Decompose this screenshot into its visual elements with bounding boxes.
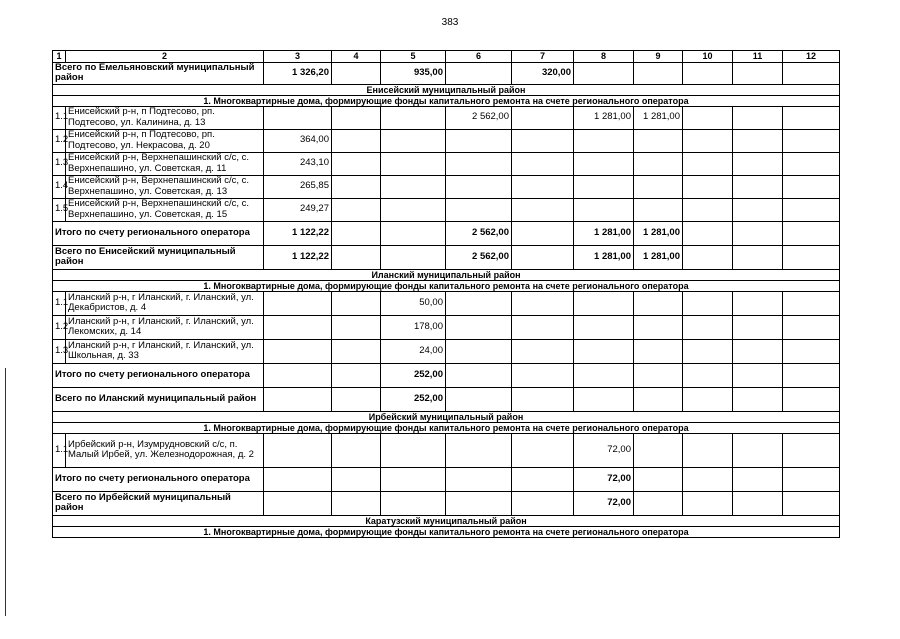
- value-cell: [634, 491, 683, 515]
- value-cell: 178,00: [381, 315, 446, 339]
- value-cell: [332, 315, 381, 339]
- value-cell: 50,00: [381, 291, 446, 315]
- value-cell: 1 281,00: [634, 106, 683, 129]
- value-cell: [381, 245, 446, 269]
- category-header-row: [53, 95, 840, 106]
- value-cell: [733, 175, 783, 198]
- value-cell: [332, 198, 381, 221]
- column-header: 8: [574, 51, 634, 63]
- value-cell: 1 281,00: [634, 221, 683, 245]
- row-number: 1.1: [53, 433, 66, 467]
- value-cell: [733, 433, 783, 467]
- district-name: Ирбейский муниципальный район: [53, 411, 840, 422]
- value-cell: [683, 387, 733, 411]
- value-cell: [512, 467, 574, 491]
- value-cell: [512, 433, 574, 467]
- total-label: Итого по счету регионального оператора: [53, 221, 264, 245]
- value-cell: [446, 387, 512, 411]
- value-cell: 2 562,00: [446, 245, 512, 269]
- address-cell: Енисейский р-н, п Подтесово, рп. Подтесово, ул. Калинина, д. 13: [66, 106, 264, 129]
- category-header-row: [53, 280, 840, 291]
- value-cell: [512, 245, 574, 269]
- value-cell: [381, 152, 446, 175]
- value-cell: [332, 245, 381, 269]
- total-row: [53, 467, 840, 491]
- value-cell: [574, 363, 634, 387]
- total-label: Всего по Емельяновский муниципальный район: [53, 62, 264, 84]
- category-title: 1. Многоквартирные дома, формирующие фонды капитального ремонта на счете регионального оператора: [53, 422, 840, 433]
- category-header-row: [53, 422, 840, 433]
- column-header: 3: [264, 51, 332, 63]
- value-cell: [264, 491, 332, 515]
- table-row: [53, 129, 840, 152]
- value-cell: [264, 339, 332, 363]
- value-cell: [683, 152, 733, 175]
- value-cell: [264, 433, 332, 467]
- value-cell: [733, 198, 783, 221]
- value-cell: [446, 62, 512, 84]
- category-title: 1. Многоквартирные дома, формирующие фонды капитального ремонта на счете регионального оператора: [53, 526, 840, 537]
- value-cell: [783, 491, 840, 515]
- value-cell: 24,00: [381, 339, 446, 363]
- page-number: 383: [441, 17, 459, 28]
- value-cell: [683, 221, 733, 245]
- value-cell: [574, 152, 634, 175]
- address-cell: Енисейский р-н, п Подтесово, рп. Подтесово, ул. Некрасова, д. 20: [66, 129, 264, 152]
- value-cell: [381, 129, 446, 152]
- column-header: 5: [381, 51, 446, 63]
- value-cell: [512, 491, 574, 515]
- value-cell: [783, 315, 840, 339]
- value-cell: [512, 198, 574, 221]
- value-cell: [446, 129, 512, 152]
- total-row: [53, 491, 840, 515]
- value-cell: [733, 467, 783, 491]
- value-cell: [683, 245, 733, 269]
- total-row: [53, 62, 840, 84]
- row-number: 1.3: [53, 152, 66, 175]
- value-cell: [512, 175, 574, 198]
- district-name: Каратузский муниципальный район: [53, 515, 840, 526]
- column-header: 9: [634, 51, 683, 63]
- value-cell: [733, 129, 783, 152]
- value-cell: 243,10: [264, 152, 332, 175]
- value-cell: [733, 245, 783, 269]
- margin-line: [5, 368, 6, 616]
- value-cell: [683, 62, 733, 84]
- value-cell: [634, 129, 683, 152]
- value-cell: [783, 129, 840, 152]
- address-cell: Иланский р-н, г Иланский, г. Иланский, ул. Декабристов, д. 4: [66, 291, 264, 315]
- value-cell: 364,00: [264, 129, 332, 152]
- value-cell: 265,85: [264, 175, 332, 198]
- table-row: [53, 198, 840, 221]
- value-cell: [332, 433, 381, 467]
- value-cell: [683, 106, 733, 129]
- value-cell: [264, 315, 332, 339]
- total-label: Всего по Енисейский муниципальный район: [53, 245, 264, 269]
- value-cell: [783, 339, 840, 363]
- total-row: [53, 245, 840, 269]
- value-cell: [446, 315, 512, 339]
- column-header: 11: [733, 51, 783, 63]
- value-cell: [634, 175, 683, 198]
- district-name: Енисейский муниципальный район: [53, 84, 840, 95]
- value-cell: [634, 363, 683, 387]
- value-cell: [512, 315, 574, 339]
- value-cell: 252,00: [381, 387, 446, 411]
- value-cell: [446, 152, 512, 175]
- total-label: Итого по счету регионального оператора: [53, 467, 264, 491]
- column-header: 1: [53, 51, 66, 63]
- value-cell: [446, 433, 512, 467]
- value-cell: [683, 339, 733, 363]
- value-cell: [634, 339, 683, 363]
- value-cell: 252,00: [381, 363, 446, 387]
- value-cell: [733, 152, 783, 175]
- value-cell: [332, 363, 381, 387]
- district-header-row: [53, 411, 840, 422]
- value-cell: [332, 221, 381, 245]
- total-row: [53, 387, 840, 411]
- value-cell: [512, 152, 574, 175]
- column-header-row: [53, 51, 840, 63]
- value-cell: 1 326,20: [264, 62, 332, 84]
- value-cell: [783, 363, 840, 387]
- address-cell: Енисейский р-н, Верхнепашинский с/с, с. Верхнепашино, ул. Советская, д. 13: [66, 175, 264, 198]
- column-header: 10: [683, 51, 733, 63]
- value-cell: [683, 467, 733, 491]
- value-cell: 1 281,00: [574, 245, 634, 269]
- row-number: 1.2: [53, 129, 66, 152]
- value-cell: [634, 152, 683, 175]
- district-header-row: [53, 269, 840, 280]
- column-header: 7: [512, 51, 574, 63]
- value-cell: [683, 129, 733, 152]
- table-row: [53, 106, 840, 129]
- value-cell: [783, 221, 840, 245]
- value-cell: 72,00: [574, 491, 634, 515]
- value-cell: [634, 291, 683, 315]
- row-number: 1.4: [53, 175, 66, 198]
- value-cell: 1 281,00: [574, 106, 634, 129]
- value-cell: [512, 291, 574, 315]
- row-number: 1.1: [53, 106, 66, 129]
- value-cell: [683, 433, 733, 467]
- value-cell: [332, 387, 381, 411]
- value-cell: [446, 491, 512, 515]
- address-cell: Енисейский р-н, Верхнепашинский с/с, с. Верхнепашино, ул. Советская, д. 11: [66, 152, 264, 175]
- value-cell: [733, 106, 783, 129]
- value-cell: [783, 175, 840, 198]
- value-cell: [264, 387, 332, 411]
- value-cell: [574, 62, 634, 84]
- value-cell: [264, 363, 332, 387]
- value-cell: [446, 175, 512, 198]
- value-cell: [683, 175, 733, 198]
- value-cell: [574, 387, 634, 411]
- value-cell: 320,00: [512, 62, 574, 84]
- value-cell: [683, 198, 733, 221]
- value-cell: [634, 315, 683, 339]
- row-number: 1.3: [53, 339, 66, 363]
- value-cell: 2 562,00: [446, 221, 512, 245]
- value-cell: [634, 62, 683, 84]
- row-number: 1.5: [53, 198, 66, 221]
- value-cell: [783, 62, 840, 84]
- value-cell: [332, 491, 381, 515]
- value-cell: [332, 175, 381, 198]
- value-cell: [733, 491, 783, 515]
- table-row: [53, 291, 840, 315]
- column-header: 12: [783, 51, 840, 63]
- value-cell: [264, 106, 332, 129]
- value-cell: 1 281,00: [634, 245, 683, 269]
- value-cell: [783, 198, 840, 221]
- district-name: Иланский муниципальный район: [53, 269, 840, 280]
- address-cell: Ирбейский р-н, Изумрудновский с/с, п. Малый Ирбей, ул. Железнодорожная, д. 2: [66, 433, 264, 467]
- address-cell: Енисейский р-н, Верхнепашинский с/с, с. Верхнепашино, ул. Советская, д. 15: [66, 198, 264, 221]
- category-title: 1. Многоквартирные дома, формирующие фонды капитального ремонта на счете регионального оператора: [53, 95, 840, 106]
- value-cell: [512, 221, 574, 245]
- value-cell: [512, 339, 574, 363]
- value-cell: [574, 291, 634, 315]
- total-row: [53, 221, 840, 245]
- value-cell: [574, 315, 634, 339]
- table-row: [53, 175, 840, 198]
- value-cell: [574, 175, 634, 198]
- address-cell: Иланский р-н, г Иланский, г. Иланский, ул. Лекомских, д. 14: [66, 315, 264, 339]
- value-cell: [381, 467, 446, 491]
- value-cell: [733, 339, 783, 363]
- district-header-row: [53, 515, 840, 526]
- value-cell: [381, 175, 446, 198]
- value-cell: [332, 152, 381, 175]
- value-cell: [733, 62, 783, 84]
- table-row: [53, 152, 840, 175]
- table-row: [53, 339, 840, 363]
- value-cell: [446, 467, 512, 491]
- value-cell: 2 562,00: [446, 106, 512, 129]
- value-cell: [634, 387, 683, 411]
- table-row: [53, 433, 840, 467]
- value-cell: 1 122,22: [264, 221, 332, 245]
- value-cell: [634, 467, 683, 491]
- value-cell: [512, 106, 574, 129]
- value-cell: [381, 491, 446, 515]
- value-cell: [381, 221, 446, 245]
- value-cell: [332, 62, 381, 84]
- value-cell: [264, 467, 332, 491]
- value-cell: [446, 363, 512, 387]
- value-cell: 72,00: [574, 433, 634, 467]
- value-cell: [783, 245, 840, 269]
- value-cell: [512, 387, 574, 411]
- value-cell: [332, 106, 381, 129]
- total-label: Итого по счету регионального оператора: [53, 363, 264, 387]
- value-cell: [733, 387, 783, 411]
- value-cell: [683, 291, 733, 315]
- total-label: Всего по Иланский муниципальный район: [53, 387, 264, 411]
- value-cell: [574, 198, 634, 221]
- report-table: [52, 50, 840, 538]
- value-cell: [512, 129, 574, 152]
- address-cell: Иланский р-н, г Иланский, г. Иланский, ул. Школьная, д. 33: [66, 339, 264, 363]
- value-cell: [574, 339, 634, 363]
- value-cell: [783, 291, 840, 315]
- table-row: [53, 315, 840, 339]
- value-cell: [733, 291, 783, 315]
- column-header: 2: [66, 51, 264, 63]
- value-cell: 72,00: [574, 467, 634, 491]
- value-cell: 1 281,00: [574, 221, 634, 245]
- value-cell: 935,00: [381, 62, 446, 84]
- value-cell: [733, 315, 783, 339]
- value-cell: [332, 467, 381, 491]
- value-cell: [733, 363, 783, 387]
- value-cell: 1 122,22: [264, 245, 332, 269]
- row-number: 1.2: [53, 315, 66, 339]
- value-cell: [733, 221, 783, 245]
- category-header-row: [53, 526, 840, 537]
- total-label: Всего по Ирбейский муниципальный район: [53, 491, 264, 515]
- value-cell: [634, 433, 683, 467]
- value-cell: [574, 129, 634, 152]
- row-number: 1.1: [53, 291, 66, 315]
- value-cell: [512, 363, 574, 387]
- value-cell: [381, 433, 446, 467]
- value-cell: [783, 387, 840, 411]
- value-cell: [783, 106, 840, 129]
- value-cell: [332, 129, 381, 152]
- value-cell: [264, 291, 332, 315]
- value-cell: [332, 339, 381, 363]
- total-row: [53, 363, 840, 387]
- district-header-row: [53, 84, 840, 95]
- column-header: 6: [446, 51, 512, 63]
- value-cell: [446, 291, 512, 315]
- value-cell: [634, 198, 683, 221]
- value-cell: [381, 106, 446, 129]
- value-cell: [783, 152, 840, 175]
- value-cell: [683, 315, 733, 339]
- value-cell: [783, 467, 840, 491]
- value-cell: [446, 339, 512, 363]
- value-cell: 249,27: [264, 198, 332, 221]
- value-cell: [683, 363, 733, 387]
- value-cell: [381, 198, 446, 221]
- value-cell: [446, 198, 512, 221]
- column-header: 4: [332, 51, 381, 63]
- value-cell: [783, 433, 840, 467]
- value-cell: [683, 491, 733, 515]
- category-title: 1. Многоквартирные дома, формирующие фонды капитального ремонта на счете регионального оператора: [53, 280, 840, 291]
- value-cell: [332, 291, 381, 315]
